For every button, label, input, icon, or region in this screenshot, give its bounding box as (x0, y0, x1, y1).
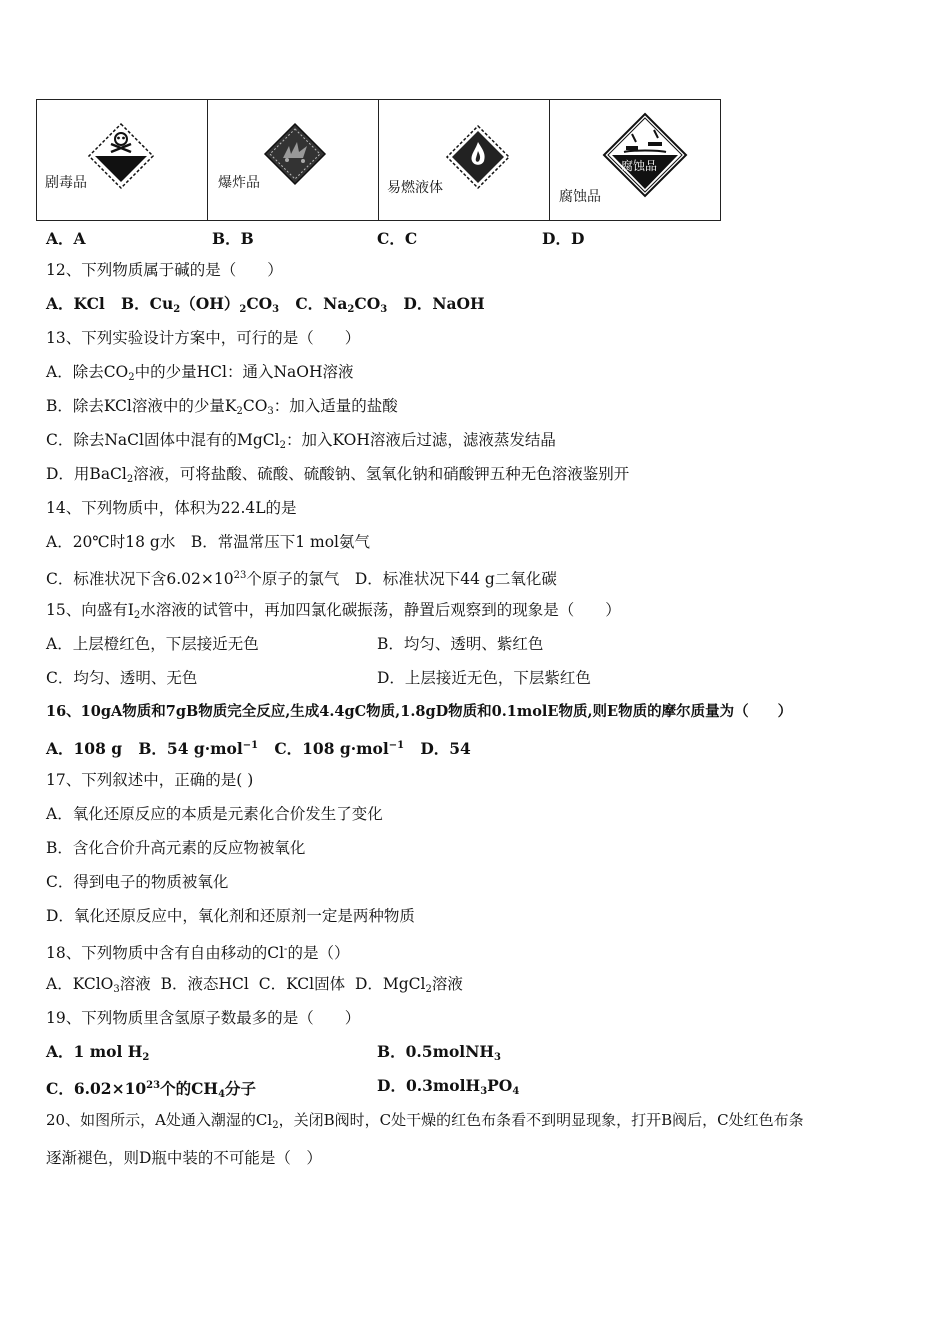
question-17-option-c: C．得到电子的物质被氧化 (46, 873, 229, 891)
question-19-option-b: B．0.5molNH$_3$ (377, 1042, 501, 1063)
question-13-option-b: B．除去KCl溶液中的少量$K_2CO_3$：加入适量的盐酸 (46, 397, 398, 417)
hazard-caption-toxic: 剧毒品 (45, 175, 87, 191)
hazard-caption-flammable: 易燃液体 (387, 180, 443, 196)
question-15-option-a: A．上层橙红色，下层接近无色 (46, 635, 259, 653)
toxic-skull-sign-icon (87, 122, 155, 190)
question-19-option-d: D．$0.3molH_3PO_4$ (377, 1076, 520, 1097)
table-option-c: C．C (377, 229, 418, 248)
question-12-options: A．KCl B．$Cu_2(OH)_2CO_3$ C．$Na_2CO_3$ D．NaOH (46, 294, 485, 315)
question-18-stem: 18、下列物质中含有自由移动的Cl-的是（） (46, 944, 350, 962)
question-15-option-c: C．均匀、透明、无色 (46, 669, 198, 687)
question-16-options: A．108 g B．54 g·mol$^{-1}$ C．108 g·mol$^{-1}$ D．54 (46, 739, 471, 758)
question-13-option-a: A．除去$CO_2$中的少量HCl：通入NaOH溶液 (46, 363, 354, 383)
table-option-b: B．B (212, 229, 254, 248)
question-15-option-d: D．上层接近无色，下层紫红色 (377, 669, 591, 687)
question-16-stem: 16、10gA物质和7gB物质完全反应,生成4.4gC物质,1.8gD物质和0.1molE物质,则E物质的摩尔质量为（ ） (46, 703, 793, 720)
question-13-stem: 13、下列实验设计方案中，可行的是（ ） (46, 329, 361, 347)
hazard-cell-explosive (208, 100, 379, 220)
question-15-option-b: B．均匀、透明、紫红色 (377, 635, 544, 653)
question-13-option-d: D．用BaCl$_2$溶液，可将盐酸、硫酸、硫酸钠、氢氧化钠和硝酸钾五种无色溶液鉴别开 (46, 465, 630, 485)
question-17-option-a: A．氧化还原反应的本质是元素化合价发生了变化 (46, 805, 383, 823)
question-19-option-a: A．1 mol $H_2$ (46, 1042, 150, 1063)
question-17-option-b: B．含化合价升高元素的反应物被氧化 (46, 839, 306, 857)
question-19-option-c: C．$6.02\times 10^{23}$个的$CH_4$分子 (46, 1079, 257, 1100)
corrosive-sign-icon (602, 112, 688, 198)
question-15-stem: 15、向盛有$I_2$水溶液的试管中，再加四氯化碳振荡，静置后观察到的现象是（ ） (46, 601, 621, 621)
question-17-option-d: D．氧化还原反应中，氧化剂和还原剂一定是两种物质 (46, 907, 415, 925)
question-14-options-cd: C．标准状况下含$6.02\times 10^{23}$个原子的氯气 D．标准状况下44 g二氧化碳 (46, 570, 557, 588)
hazard-sign-table (36, 99, 721, 221)
table-option-a: A．A (46, 229, 86, 248)
explosive-sign-icon (263, 122, 327, 186)
question-13-option-c: C．除去NaCl固体中混有的MgCl$_2$：加入KOH溶液后过滤，滤液蒸发结晶 (46, 431, 556, 451)
corrosive-sign-text: 腐蚀品 (621, 159, 658, 173)
question-19-stem: 19、下列物质里含氢原子数最多的是（ ） (46, 1009, 361, 1027)
hazard-caption-explosive: 爆炸品 (218, 175, 260, 191)
hazard-cell-corrosive (550, 100, 720, 220)
hazard-cell-flammable (379, 100, 550, 220)
question-14-options-ab: A．20℃时18 g水 B．常温常压下1 mol氨气 (46, 533, 370, 551)
question-20-stem-line1: 20、如图所示，A处通入潮湿的$Cl_2$，关闭B阀时，C处干燥的红色布条看不到明显现象，打开B阀后，C处红色布条 (46, 1111, 804, 1131)
question-14-stem: 14、下列物质中，体积为22.4L的是 (46, 499, 297, 517)
question-17-stem: 17、下列叙述中，正确的是( ) (46, 771, 254, 789)
table-option-d: D．D (542, 229, 585, 248)
hazard-cell-toxic (37, 100, 208, 220)
question-18-options: A．KClO$_3$溶液 B．液态HCl C．KCl固体 D．MgCl$_2$溶液 (46, 975, 463, 995)
hazard-caption-corrosive: 腐蚀品 (559, 189, 601, 205)
question-20-stem-line2: 逐渐褪色，则D瓶中装的不可能是（ ） (46, 1149, 322, 1167)
question-12-stem: 12、下列物质属于碱的是（ ） (46, 261, 283, 279)
flammable-liquid-sign-icon (445, 124, 511, 190)
